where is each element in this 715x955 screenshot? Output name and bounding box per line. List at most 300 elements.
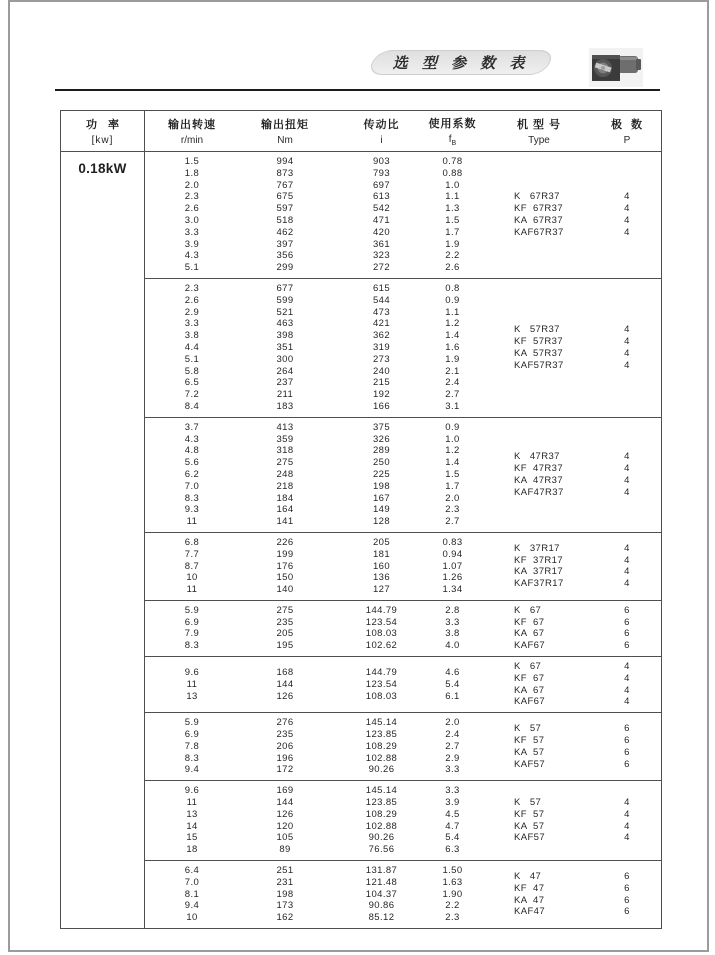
type-value: KAF37R17 (514, 578, 564, 590)
parameter-block (145, 656, 661, 712)
type-value: KA 47 (514, 894, 545, 906)
speed-value: 4.4 (184, 341, 200, 353)
type-value: KA 47R37 (514, 474, 564, 486)
column-header-unit: Type (528, 135, 550, 146)
torque-value: 183 (276, 400, 294, 412)
speed-value: 3.7 (184, 421, 200, 433)
fb-value: 2.7 (445, 389, 460, 401)
type-value: KF 67R37 (514, 203, 564, 215)
type-value: K 57 (514, 723, 542, 735)
speed-value: 5.9 (184, 604, 200, 616)
ratio-value: 225 (372, 468, 391, 480)
ratio-value: 123.85 (365, 797, 398, 809)
speed-value: 8.3 (184, 492, 200, 504)
ratio-value: 615 (372, 282, 391, 294)
speed-value: 6.2 (184, 468, 200, 480)
ratio-value: 205 (372, 536, 391, 548)
poles-value: 6 (624, 628, 630, 640)
torque-value: 675 (276, 191, 294, 203)
speed-value: 13 (186, 690, 198, 702)
torque-value: 767 (276, 179, 294, 191)
torque-value: 518 (276, 214, 294, 226)
column-header (428, 111, 477, 151)
ratio-column (331, 537, 432, 596)
poles-value: 6 (624, 723, 630, 735)
ratio-value: 149 (372, 504, 391, 516)
poles-value: 6 (624, 758, 630, 770)
fb-value: 1.7 (445, 480, 460, 492)
poles-value: 4 (624, 451, 630, 463)
poles-value: 4 (624, 684, 630, 696)
poles-value: 4 (624, 797, 630, 809)
ratio-value: 136 (372, 572, 391, 584)
torque-value: 235 (276, 729, 294, 741)
speed-value: 7.9 (184, 628, 200, 640)
ratio-value: 144.79 (365, 666, 398, 678)
torque-value: 144 (276, 678, 294, 690)
column-header (473, 111, 605, 151)
fb-value: 3.3 (445, 764, 460, 776)
column-header-label: 输出转速 (168, 119, 216, 131)
torque-value: 105 (276, 832, 294, 844)
fb-value: 2.9 (445, 752, 460, 764)
fb-value: 3.1 (445, 400, 460, 412)
fb-value: 0.83 (442, 536, 463, 548)
fb-value: 2.3 (445, 504, 460, 516)
torque-value: 251 (276, 865, 294, 877)
fb-value: 1.07 (442, 560, 463, 572)
ratio-value: 123.54 (365, 678, 398, 690)
fb-value: 2.2 (445, 250, 460, 262)
speed-value: 11 (186, 797, 198, 809)
poles-value: 6 (624, 870, 630, 882)
torque-column (239, 283, 331, 413)
fb-column (432, 661, 473, 708)
torque-value: 195 (276, 640, 294, 652)
poles-value: 4 (624, 820, 630, 832)
fb-value: 1.1 (445, 191, 460, 203)
ratio-value: 613 (372, 191, 391, 203)
torque-value: 397 (276, 238, 294, 250)
gear-motor-image (588, 47, 644, 88)
torque-value: 184 (276, 492, 294, 504)
type-value: K 67R37 (514, 191, 560, 203)
speed-value: 10 (186, 572, 198, 584)
ratio-value: 793 (372, 167, 391, 179)
fb-value: 1.2 (445, 445, 460, 457)
ratio-value: 145.14 (365, 717, 398, 729)
fb-value: 1.3 (445, 203, 460, 215)
fb-value: 6.1 (445, 690, 460, 702)
parameter-block (145, 860, 661, 928)
ratio-column (331, 717, 432, 776)
parameter-block (145, 780, 661, 860)
speed-value: 9.4 (184, 764, 200, 776)
torque-value: 173 (276, 900, 294, 912)
fb-value: 1.7 (445, 226, 460, 238)
type-value: KF 47R37 (514, 463, 564, 475)
speed-column (145, 785, 239, 856)
ratio-value: 319 (372, 341, 391, 353)
ratio-value: 375 (372, 421, 391, 433)
blocks (145, 152, 661, 928)
type-value: K 57R37 (514, 324, 560, 336)
ratio-value: 192 (372, 389, 391, 401)
speed-value: 13 (186, 808, 198, 820)
torque-value: 398 (276, 330, 294, 342)
fb-value: 2.3 (445, 912, 460, 924)
fb-value: 4.0 (445, 640, 460, 652)
ratio-value: 90.26 (368, 764, 395, 776)
type-value: KAF47R37 (514, 486, 564, 498)
fb-value: 1.4 (445, 330, 460, 342)
torque-value: 140 (276, 584, 294, 596)
speed-value: 6.5 (184, 377, 200, 389)
fb-value: 1.6 (445, 341, 460, 353)
ratio-value: 420 (372, 226, 391, 238)
parameter-block (145, 532, 661, 600)
poles-value: 6 (624, 734, 630, 746)
speed-value: 6.9 (184, 616, 200, 628)
poles-value: 6 (624, 906, 630, 918)
ratio-value: 102.62 (365, 640, 398, 652)
speed-column (145, 865, 239, 924)
speed-value: 9.6 (184, 666, 200, 678)
torque-value: 359 (276, 433, 294, 445)
ratio-value: 903 (372, 156, 391, 167)
fb-value: 1.2 (445, 318, 460, 330)
torque-value: 463 (276, 318, 294, 330)
poles-value: 6 (624, 882, 630, 894)
speed-value: 8.4 (184, 400, 200, 412)
power-header-unit: [kw] (91, 135, 114, 146)
type-column (473, 865, 605, 924)
speed-value: 7.8 (184, 740, 200, 752)
speed-value: 2.6 (184, 294, 200, 306)
column-header-label: 使用系数 (428, 118, 477, 130)
fb-value: 2.6 (445, 262, 460, 274)
torque-value: 126 (276, 690, 294, 702)
fb-column (432, 865, 473, 924)
type-value: KF 37R17 (514, 554, 564, 566)
poles-column (605, 422, 649, 528)
fb-value: 1.4 (445, 457, 460, 469)
column-header (331, 111, 432, 151)
torque-value: 275 (276, 604, 294, 616)
parameter-block (145, 278, 661, 417)
type-column (473, 422, 605, 528)
poles-value: 4 (624, 696, 630, 708)
ratio-value: 473 (372, 306, 391, 318)
type-column (473, 605, 605, 652)
torque-value: 356 (276, 250, 294, 262)
speed-value: 2.3 (184, 191, 200, 203)
poles-value: 4 (624, 203, 630, 215)
fb-value: 0.9 (445, 421, 460, 433)
selection-parameter-table (60, 110, 662, 929)
speed-value: 3.9 (184, 238, 200, 250)
speed-value: 8.7 (184, 560, 200, 572)
parameter-block (145, 600, 661, 656)
type-value: KF 67 (514, 672, 545, 684)
ratio-value: 90.86 (368, 900, 395, 912)
poles-value: 4 (624, 191, 630, 203)
torque-value: 235 (276, 616, 294, 628)
poles-value: 6 (624, 894, 630, 906)
ratio-value: 108.03 (365, 628, 398, 640)
column-header-label: 传动比 (363, 119, 400, 131)
header-divider-line (55, 89, 660, 91)
torque-value: 597 (276, 203, 294, 215)
type-value: KA 67R37 (514, 214, 564, 226)
poles-value: 4 (624, 463, 630, 475)
type-value: KAF67 (514, 696, 546, 708)
column-header-unit: P (623, 135, 631, 146)
ratio-value: 421 (372, 318, 391, 330)
fb-value: 2.0 (445, 492, 460, 504)
type-value: KA 67 (514, 628, 545, 640)
ratio-value: 361 (372, 238, 391, 250)
speed-column (145, 661, 239, 708)
speed-value: 2.0 (184, 179, 200, 191)
torque-value: 677 (276, 282, 294, 294)
type-value: KAF57R37 (514, 359, 564, 371)
fb-column (432, 605, 473, 652)
type-value: K 57 (514, 797, 542, 809)
ratio-value: 198 (372, 480, 391, 492)
torque-value: 168 (276, 666, 294, 678)
fb-value: 3.3 (445, 616, 460, 628)
fb-value: 2.2 (445, 900, 460, 912)
ratio-value: 326 (372, 433, 391, 445)
poles-value: 4 (624, 542, 630, 554)
ratio-value: 104.37 (365, 888, 398, 900)
torque-value: 413 (276, 421, 294, 433)
torque-value: 196 (276, 752, 294, 764)
speed-column (145, 605, 239, 652)
ratio-value: 542 (372, 203, 391, 215)
fb-value: 1.0 (445, 433, 460, 445)
fb-value: 1.5 (445, 214, 460, 226)
torque-value: 264 (276, 365, 294, 377)
speed-value: 3.3 (184, 226, 200, 238)
ratio-column (331, 785, 432, 856)
poles-value: 4 (624, 808, 630, 820)
fb-value: 1.9 (445, 353, 460, 365)
torque-column (239, 605, 331, 652)
power-column-header (61, 111, 145, 151)
speed-value: 7.7 (184, 548, 200, 560)
ratio-value: 272 (372, 262, 391, 274)
speed-value: 2.6 (184, 203, 200, 215)
speed-value: 3.3 (184, 318, 200, 330)
parameter-block (145, 417, 661, 532)
ratio-value: 123.54 (365, 616, 398, 628)
poles-column (605, 283, 649, 413)
ratio-column (331, 661, 432, 708)
speed-value: 1.5 (184, 156, 200, 167)
fb-value: 6.3 (445, 844, 460, 856)
torque-column (239, 865, 331, 924)
speed-value: 5.8 (184, 365, 200, 377)
ratio-value: 273 (372, 353, 391, 365)
ratio-value: 144.79 (365, 604, 398, 616)
fb-value: 1.26 (442, 572, 463, 584)
speed-value: 6.9 (184, 729, 200, 741)
type-value: KAF57 (514, 758, 546, 770)
fb-value: 0.78 (442, 156, 463, 167)
speed-value: 4.3 (184, 250, 200, 262)
ratio-value: 108.29 (365, 808, 398, 820)
speed-value: 7.0 (184, 876, 200, 888)
torque-value: 198 (276, 888, 294, 900)
fb-value: 1.34 (442, 584, 463, 596)
torque-value: 169 (276, 785, 294, 797)
column-header-label: 输出扭矩 (261, 119, 309, 131)
parameter-block (145, 152, 661, 278)
poles-value: 4 (624, 672, 630, 684)
torque-value: 275 (276, 457, 294, 469)
torque-value: 994 (276, 156, 294, 167)
torque-value: 248 (276, 468, 294, 480)
poles-column (605, 605, 649, 652)
ratio-value: 215 (372, 377, 391, 389)
type-value: K 47 (514, 870, 542, 882)
torque-value: 276 (276, 717, 294, 729)
ratio-value: 85.12 (368, 912, 395, 924)
speed-value: 5.9 (184, 717, 200, 729)
torque-value: 126 (276, 808, 294, 820)
ratio-value: 544 (372, 294, 391, 306)
poles-value: 6 (624, 616, 630, 628)
poles-value: 4 (624, 359, 630, 371)
fb-value: 1.90 (442, 888, 463, 900)
poles-column (605, 537, 649, 596)
speed-value: 6.8 (184, 536, 200, 548)
torque-value: 206 (276, 740, 294, 752)
ratio-value: 145.14 (365, 785, 398, 797)
ratio-value: 108.29 (365, 740, 398, 752)
fb-value: 4.6 (445, 666, 460, 678)
torque-value: 299 (276, 262, 294, 274)
torque-column (239, 156, 331, 274)
type-column (473, 537, 605, 596)
ratio-value: 102.88 (365, 752, 398, 764)
torque-value: 237 (276, 377, 294, 389)
ratio-value: 108.03 (365, 690, 398, 702)
speed-value: 9.6 (184, 785, 200, 797)
column-header-label: 极 数 (610, 119, 644, 131)
ratio-value: 362 (372, 330, 391, 342)
speed-value: 11 (186, 678, 198, 690)
ratio-column (331, 422, 432, 528)
speed-value: 5.6 (184, 457, 200, 469)
type-value: KF 57 (514, 808, 545, 820)
speed-column (145, 283, 239, 413)
column-header-unit: i (380, 135, 383, 146)
torque-value: 462 (276, 226, 294, 238)
fb-value: 0.9 (445, 294, 460, 306)
torque-value: 150 (276, 572, 294, 584)
poles-value: 6 (624, 640, 630, 652)
ratio-value: 131.87 (365, 865, 398, 877)
column-header-unit: $f_B$ (448, 134, 457, 147)
poles-value: 4 (624, 578, 630, 590)
speed-value: 6.4 (184, 865, 200, 877)
fb-value: 2.8 (445, 604, 460, 616)
speed-value: 3.0 (184, 214, 200, 226)
type-column (473, 156, 605, 274)
type-value: KF 57 (514, 734, 545, 746)
type-value: K 47R37 (514, 451, 560, 463)
ratio-column (331, 605, 432, 652)
speed-value: 14 (186, 820, 198, 832)
fb-value: 0.88 (442, 167, 463, 179)
data-column-headers (145, 111, 661, 151)
speed-value: 2.3 (184, 282, 200, 294)
speed-value: 4.3 (184, 433, 200, 445)
torque-value: 318 (276, 445, 294, 457)
fb-value: 2.7 (445, 516, 460, 528)
torque-value: 351 (276, 341, 294, 353)
torque-value: 141 (276, 516, 294, 528)
torque-value: 199 (276, 548, 294, 560)
type-column (473, 717, 605, 776)
ratio-value: 166 (372, 400, 391, 412)
speed-value: 15 (186, 832, 198, 844)
fb-value: 1.63 (442, 876, 463, 888)
speed-value: 8.3 (184, 640, 200, 652)
fb-value: 2.4 (445, 729, 460, 741)
column-header-unit: r/min (180, 135, 204, 146)
fb-column (432, 283, 473, 413)
torque-column (239, 717, 331, 776)
speed-value: 9.4 (184, 900, 200, 912)
poles-value: 4 (624, 226, 630, 238)
fb-value: 5.4 (445, 678, 460, 690)
type-value: K 67 (514, 661, 542, 673)
poles-column (605, 865, 649, 924)
fb-value: 2.4 (445, 377, 460, 389)
fb-value: 0.8 (445, 282, 460, 294)
fb-value: 1.9 (445, 238, 460, 250)
speed-column (145, 156, 239, 274)
type-value: KA 37R17 (514, 566, 564, 578)
type-value: KA 57 (514, 820, 545, 832)
page-title: 选 型 参 数 表 (392, 55, 530, 72)
ratio-value: 240 (372, 365, 391, 377)
fb-value: 1.5 (445, 468, 460, 480)
type-value: K 67 (514, 604, 542, 616)
poles-value: 4 (624, 474, 630, 486)
torque-column (239, 422, 331, 528)
type-value: KA 57 (514, 746, 545, 758)
poles-value: 4 (624, 336, 630, 348)
torque-value: 162 (276, 912, 294, 924)
table-header-row (61, 111, 661, 152)
speed-value: 5.1 (184, 262, 200, 274)
ratio-value: 128 (372, 516, 391, 528)
type-value: KF 67 (514, 616, 545, 628)
fb-value: 3.8 (445, 628, 460, 640)
type-value: KA 57R37 (514, 347, 564, 359)
column-header (605, 111, 649, 151)
type-value: KF 57R37 (514, 336, 564, 348)
ratio-value: 121.48 (365, 876, 398, 888)
fb-value: 2.1 (445, 365, 460, 377)
fb-column (432, 422, 473, 528)
torque-value: 176 (276, 560, 294, 572)
